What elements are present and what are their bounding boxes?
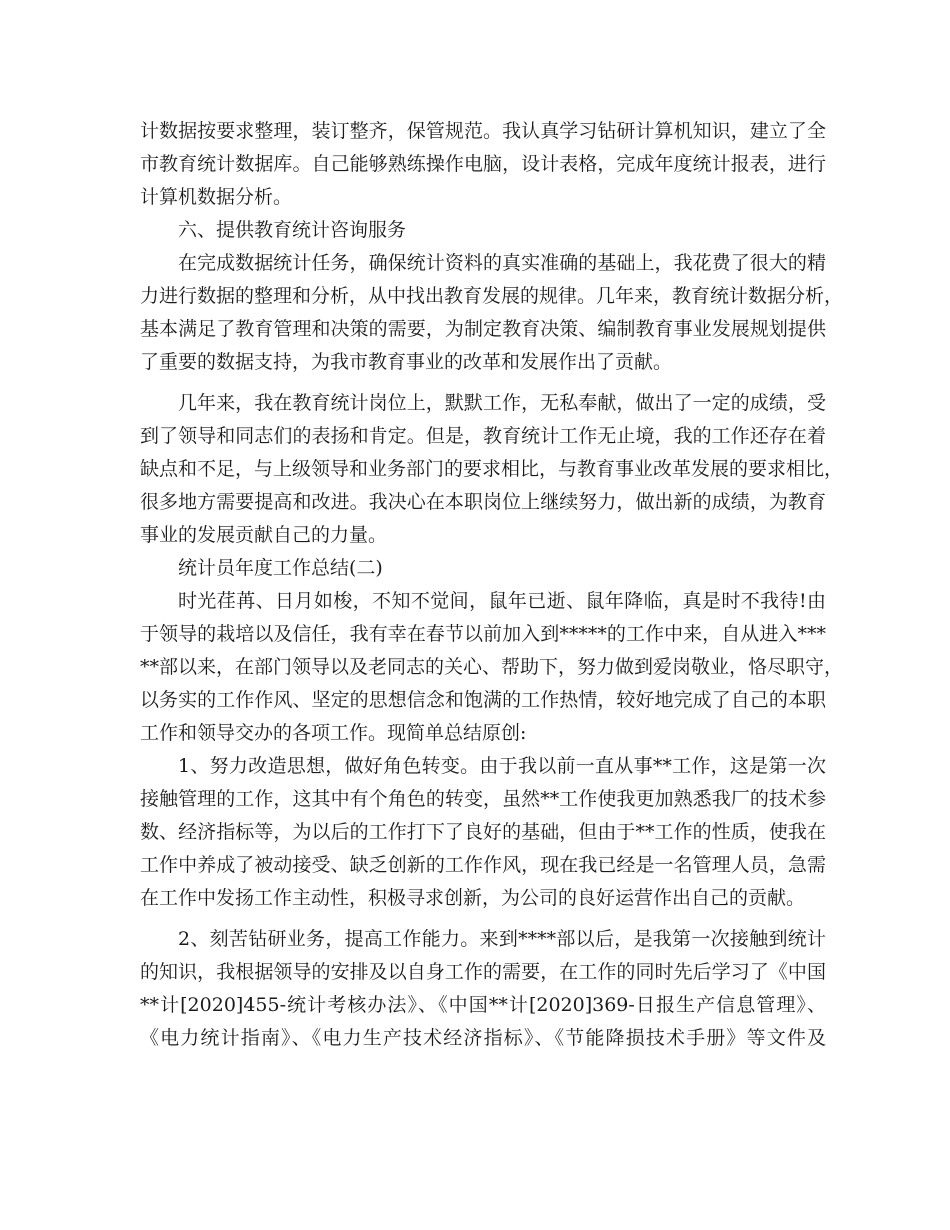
- text-line: 的知识，我根据领导的安排及以自身工作的需要，在工作的同时先后学习了《中国: [140, 961, 826, 983]
- text-line: **部以来，在部门领导以及老同志的关心、帮助下，努力做到爱岗敬业，恪尽职守，: [140, 656, 844, 678]
- text-line: 计算机数据分析。: [140, 186, 293, 208]
- text-line: 了重要的数据支持，为我市教育事业的改革和发展作出了贡献。: [140, 351, 673, 373]
- text-line: 数、经济指标等，为以后的工作打下了良好的基础，但由于**工作的性质，使我在: [140, 821, 826, 843]
- section-heading: 统计员年度工作总结(二): [178, 557, 383, 579]
- text-line: **计[2020]455-统计考核办法》、《中国**计[2020]369-日报生产信息管理》、: [140, 994, 826, 1016]
- text-line: 很多地方需要提高和改进。我决心在本职岗位上继续努力，做出新的成绩，为教育: [140, 491, 826, 513]
- text-line: 在完成数据统计任务，确保统计资料的真实准确的基础上，我花费了很大的精: [178, 252, 826, 274]
- text-line: 工作和领导交办的各项工作。现简单总结原创:: [140, 722, 527, 744]
- text-line: 时光荏苒、日月如梭，不知不觉间，鼠年已逝、鼠年降临，真是时不我待!由: [178, 590, 826, 612]
- section-heading: 六、提供教育统计咨询服务: [178, 219, 407, 241]
- text-line: 2、刻苦钻研业务，提高工作能力。来到****部以后，是我第一次接触到统计: [178, 928, 826, 950]
- text-line: 《电力统计指南》、《电力生产技术经济指标》、《节能降损技术手册》等文件及: [140, 1027, 826, 1049]
- text-line: 计数据按要求整理，装订整齐，保管规范。我认真学习钻研计算机知识，建立了全: [140, 120, 826, 142]
- text-line: 市教育统计数据库。自己能够熟练操作电脑，设计表格，完成年度统计报表，进行: [140, 153, 826, 175]
- document-body: [140, 115, 844, 1055]
- text-line: 以务实的工作作风、坚定的思想信念和饱满的工作热情，较好地完成了自己的本职: [140, 689, 826, 711]
- text-line: 到了领导和同志们的表扬和肯定。但是，教育统计工作无止境，我的工作还存在着: [140, 425, 826, 447]
- text-line: 在工作中发扬工作主动性，积极寻求创新，为公司的良好运营作出自己的贡献。: [140, 887, 806, 909]
- text-line: 几年来，我在教育统计岗位上，默默工作，无私奉献，做出了一定的成绩，受: [178, 392, 826, 414]
- text-line: 基本满足了教育管理和决策的需要，为制定教育决策、编制教育事业发展规划提供: [140, 318, 826, 340]
- paragraph-gap: [140, 379, 826, 387]
- text-line: 接触管理的工作，这其中有个角色的转变，虽然**工作使我更加熟悉我厂的技术参: [140, 788, 826, 810]
- text-line: 1、努力改造思想，做好角色转变。由于我以前一直从事**工作，这是第一次: [178, 755, 826, 777]
- text-line: 于领导的栽培以及信任，我有幸在春节以前加入到*****的工作中来，自从进入***: [140, 623, 826, 645]
- paragraph-gap: [140, 915, 826, 923]
- text-line: 事业的发展贡献自己的力量。: [140, 524, 388, 546]
- text-line: 力进行数据的整理和分析，从中找出教育发展的规律。几年来，教育统计数据分析，: [140, 285, 844, 307]
- text-line: 工作中养成了被动接受、缺乏创新的工作作风，现在我已经是一名管理人员，急需: [140, 854, 826, 876]
- text-line: 缺点和不足，与上级领导和业务部门的要求相比，与教育事业改革发展的要求相比，: [140, 458, 844, 480]
